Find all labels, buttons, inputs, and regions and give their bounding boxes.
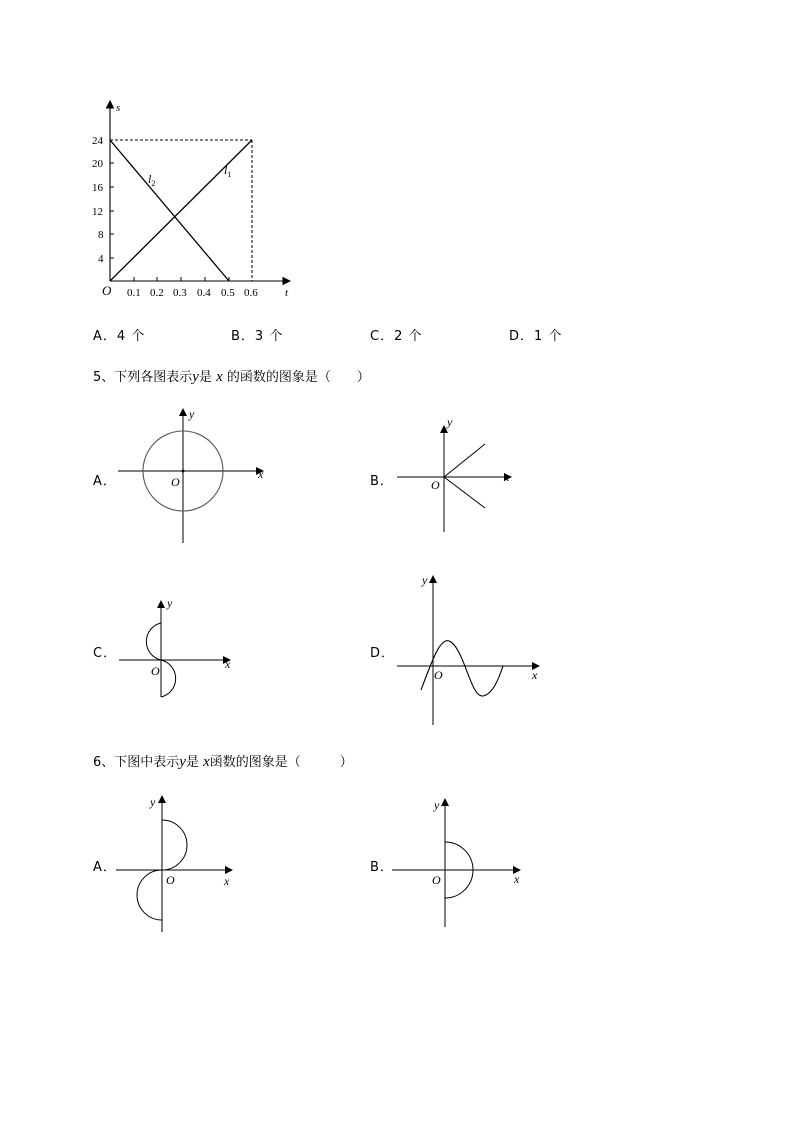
x-tick-label: 0.2 [150,287,164,299]
question-6-stem: 6、下图中表示y是 x函数的图象是（ ） [93,754,353,770]
svg-text:x: x [225,657,231,671]
svg-text:x: x [532,668,538,682]
q4-option-c[interactable]: C．2 个 [370,329,423,344]
x-axis-label: t [285,287,289,299]
l1-label: $l_1$ [224,163,232,179]
svg-text:O: O [434,668,443,682]
svg-text:y: y [447,415,453,429]
svg-text:O: O [431,478,440,492]
svg-text:x: x [514,872,520,886]
svg-text:y: y [189,407,195,421]
svg-text:y: y [150,795,156,809]
y-tick-label: 20 [92,158,103,170]
q5-option-a[interactable]: A． [93,474,117,489]
q5-graph-d-wave [393,570,548,728]
svg-text:O: O [151,664,160,678]
q5-graph-b-rays [393,412,523,537]
line-l2 [110,140,232,281]
q6-graph-b-semicircle [390,795,530,930]
x-tick-label: 0.3 [173,287,187,299]
q5-graph-a-circle [115,405,275,547]
x-tick-label: 0.6 [244,287,258,299]
y-tick-label: 12 [92,206,103,218]
y-tick-label: 8 [98,229,104,241]
q5-option-b[interactable]: B． [370,474,394,489]
svg-text:x: x [224,874,230,888]
x-tick-label: 0.4 [197,287,211,299]
y-tick-label: 4 [98,253,104,265]
q4-option-d[interactable]: D．1 个 [509,329,563,344]
y-axis-label: s [116,102,121,114]
svg-text:x: x [258,467,264,481]
q6-graph-a-semicircles [112,790,242,935]
y-tick-label: 16 [92,182,103,194]
q5-graph-c-semicircles [115,595,245,705]
l2-label: $l_2$ [148,172,156,188]
svg-text:O: O [432,873,441,887]
distance-time-graph [90,95,305,310]
q4-option-a[interactable]: A．4 个 [93,329,146,344]
svg-text:y: y [422,573,428,587]
line-l1 [110,140,252,281]
x-tick-label: 0.1 [127,287,141,299]
origin-label: O [102,283,112,298]
svg-text:y: y [434,798,440,812]
q6-option-b[interactable]: B． [370,860,394,875]
svg-text:y: y [167,596,173,610]
q5-option-c[interactable]: C． [93,646,118,661]
x-tick-label: 0.5 [221,287,235,299]
svg-text:O: O [166,873,175,887]
q6-option-a[interactable]: A． [93,860,117,875]
y-tick-label: 24 [92,135,103,147]
svg-text:x: x [504,470,510,484]
question-5-stem: 5、下列各图表示y是 x 的函数的图象是（ ） [93,369,370,385]
svg-text:O: O [171,475,180,489]
q4-option-b[interactable]: B．3 个 [231,329,284,344]
q5-option-d[interactable]: D． [370,646,396,661]
